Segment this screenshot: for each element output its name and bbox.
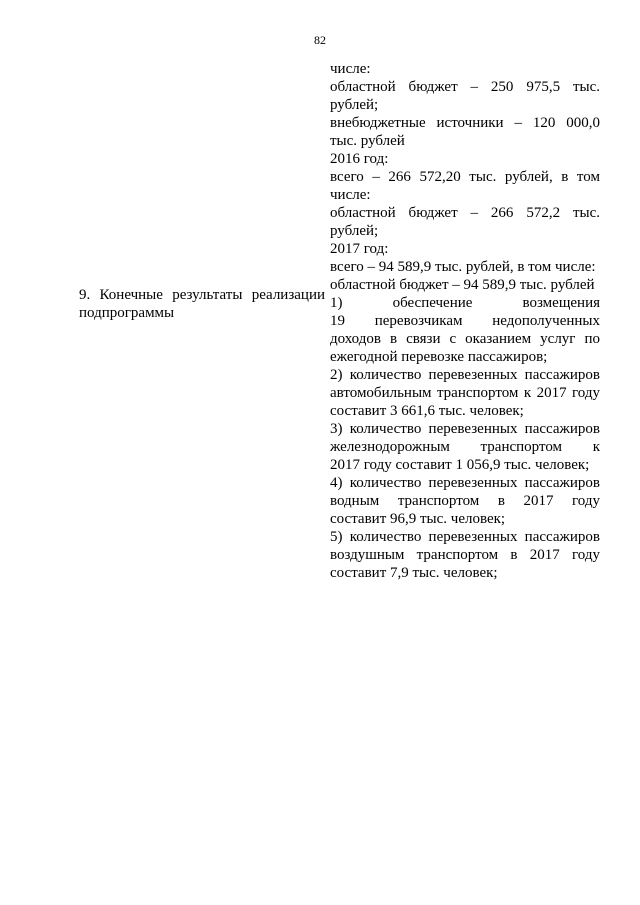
result-item-3: 3) количество перевезенных пассажиров — [330, 421, 600, 437]
result-item-2: автомобильным транспортом к 2017 году — [330, 385, 600, 401]
section-label — [79, 286, 325, 322]
result-item-1: ежегодной перевозке пассажиров; — [330, 349, 548, 365]
result-item-2: 2) количество перевезенных пассажиров — [330, 367, 600, 383]
funding-line: внебюджетные источники – 120 000,0 — [330, 115, 600, 131]
funding-line: всего – 94 589,9 тыс. рублей, в том числе: — [330, 259, 596, 275]
result-item-1: 1) обеспечение возмещения — [330, 295, 600, 311]
result-item-4: 4) количество перевезенных пассажиров — [330, 475, 600, 491]
funding-line: областной бюджет – 94 589,9 тыс. рублей — [330, 277, 595, 293]
funding-line: всего – 266 572,20 тыс. рублей, в том — [330, 169, 600, 185]
result-item-5: воздушным транспортом в 2017 году — [330, 547, 600, 563]
funding-line: рублей; — [330, 223, 379, 239]
result-item-3: железнодорожным транспортом к — [330, 439, 600, 455]
funding-year-2016: 2016 год: — [330, 151, 389, 167]
funding-year-2017: 2017 год: — [330, 241, 389, 257]
result-item-1: доходов в связи с оказанием услуг по — [330, 331, 600, 347]
result-item-3: 2017 году составит 1 056,9 тыс. человек; — [330, 457, 590, 473]
result-item-1: 19 перевозчикам недополученных — [330, 313, 600, 329]
section-label-line-2: подпрограммы — [79, 305, 175, 321]
result-item-4: составит 96,9 тыс. человек; — [330, 511, 506, 527]
funding-line: числе: — [330, 187, 371, 203]
section-label-line-1: 9. Конечные результаты реализации — [79, 287, 325, 303]
section-content — [330, 60, 600, 582]
result-item-5: составит 7,9 тыс. человек; — [330, 565, 498, 581]
result-item-4: водным транспортом в 2017 году — [330, 493, 600, 509]
result-item-5: 5) количество перевезенных пассажиров — [330, 529, 600, 545]
result-item-2: составит 3 661,6 тыс. человек; — [330, 403, 524, 419]
funding-line: числе: — [330, 61, 371, 77]
funding-line: областной бюджет – 266 572,2 тыс. — [330, 205, 600, 221]
funding-line: тыс. рублей — [330, 133, 405, 149]
funding-line: рублей; — [330, 97, 379, 113]
funding-line: областной бюджет – 250 975,5 тыс. — [330, 79, 600, 95]
page-number: 82 — [314, 33, 326, 47]
